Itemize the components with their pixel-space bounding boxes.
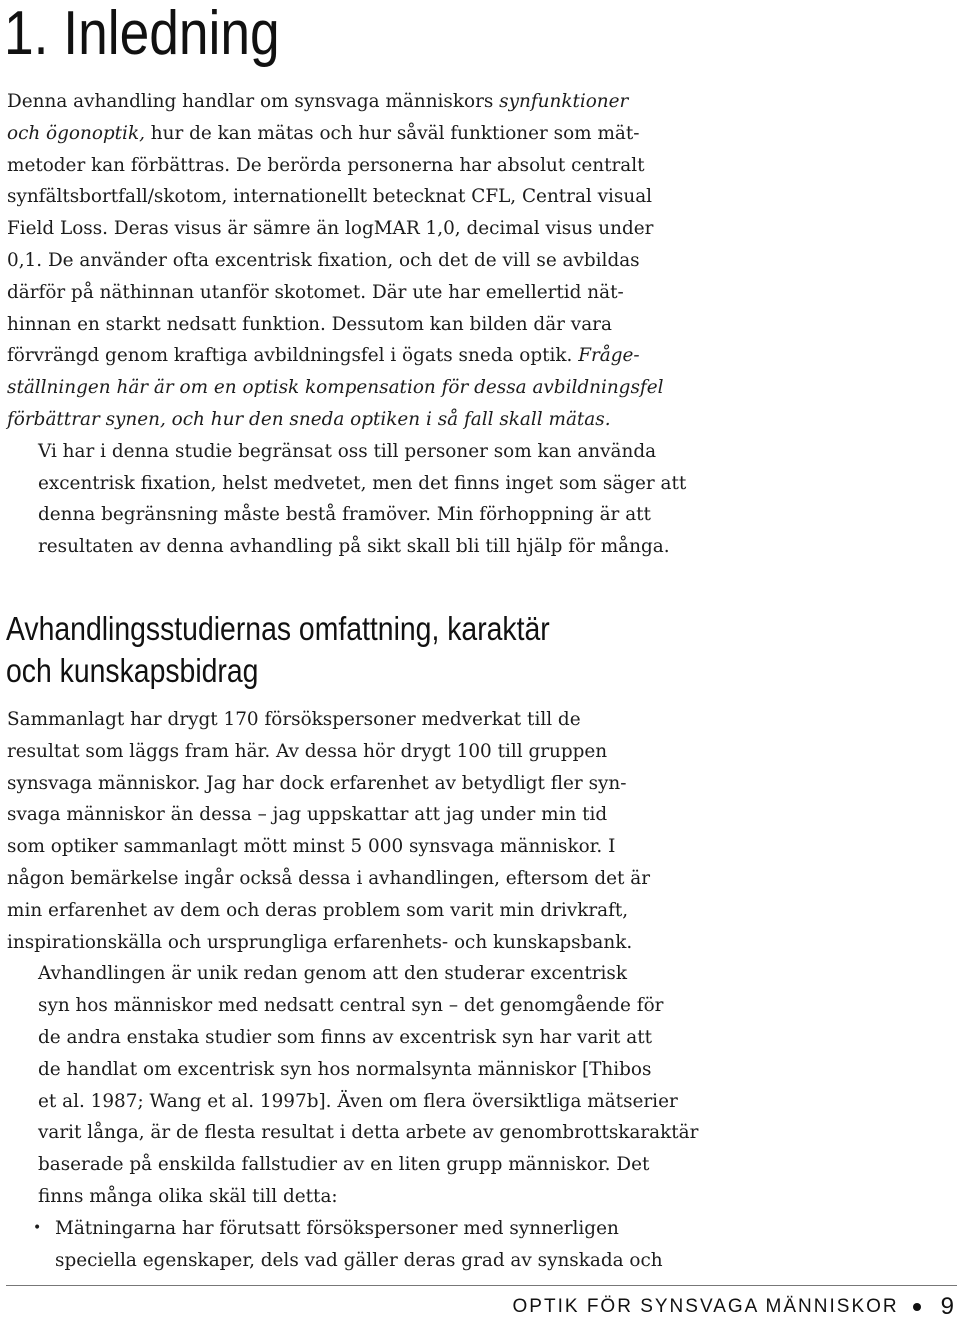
text-line: de handlat om excentrisk syn hos normalsynta människor [Thibos xyxy=(38,1058,652,1080)
text-line: synfältsbortfall/skotom, internationellt betecknat CFL, Central visual xyxy=(7,186,653,208)
heading-line: och kunskapsbidrag xyxy=(6,652,259,689)
heading-line: Avhandlingsstudiernas omfattning, karaktär xyxy=(6,610,550,647)
text-line: de andra enstaka studier som finns av excentrisk syn har varit att xyxy=(38,1026,652,1048)
text-line: inspirationskälla och ursprungliga erfarenhets- och kunskapsbank. xyxy=(7,931,633,953)
bullet-icon: • xyxy=(33,1219,42,1236)
text-line: svaga människor än dessa – jag uppskattar att jag under min tid xyxy=(7,804,608,826)
text-line: syn hos människor med nedsatt central syn – det genomgående för xyxy=(38,995,664,1017)
footer-rule xyxy=(6,1285,957,1286)
intro-paragraph-2 xyxy=(7,436,687,563)
page-footer xyxy=(513,1294,954,1320)
italic-question: Fråge- xyxy=(578,345,640,367)
text-line: finns många olika skäl till detta: xyxy=(38,1185,338,1207)
text-line: som optiker sammanlagt mött minst 5 000 synsvaga människor. I xyxy=(7,836,616,858)
chapter-title: 1. Inledning xyxy=(4,0,280,68)
text-line: denna begränsning måste bestå framöver. Min förhoppning är att xyxy=(38,504,651,526)
text-line: varit långa, är de flesta resultat i detta arbete av genombrottskaraktär xyxy=(38,1122,699,1144)
text-line: hinnan en starkt nedsatt funktion. Dessutom kan bilden där vara xyxy=(7,313,612,335)
text-line: speciella egenskaper, dels vad gäller deras grad av synskada och xyxy=(55,1249,663,1271)
text-line: Denna avhandling handlar om synsvaga människors synfunktioner xyxy=(7,91,629,112)
text-line: et al. 1987; Wang et al. 1997b]. Även om flera översiktliga mätserier xyxy=(38,1090,678,1112)
text-line: min erfarenhet av dem och deras problem som varit min drivkraft, xyxy=(7,899,629,921)
page-number: 9 xyxy=(940,1293,954,1320)
text-line: Sammanlagt har drygt 170 försökspersoner medverkat till de xyxy=(7,709,581,730)
text-line: Avhandlingen är unik redan genom att den studerar excentrisk xyxy=(38,963,628,985)
text-line: excentrisk fixation, helst medvetet, men det finns inget som säger att xyxy=(38,472,687,494)
intro-text xyxy=(7,86,687,563)
text-line: 0,1. De använder ofta excentrisk fixation, och det de vill se avbildas xyxy=(7,249,640,271)
text-line: och ögonoptik, hur de kan mätas och hur såväl funktioner som mät- xyxy=(7,122,640,144)
text-line: Vi har i denna studie begränsat oss till personer som kan använda xyxy=(38,440,657,462)
list-item xyxy=(7,1213,663,1277)
italic-term: synfunktioner xyxy=(499,91,629,112)
text-line: resultaten av denna avhandling på sikt skall bli till hjälp för många. xyxy=(38,536,670,558)
bullet-separator-icon xyxy=(913,1303,921,1311)
text-line: metoder kan förbättras. De berörda personerna har absolut centralt xyxy=(7,154,645,176)
italic-term: och ögonoptik, xyxy=(7,122,145,144)
text-line: någon bemärkelse ingår också dessa i avhandlingen, eftersom det är xyxy=(7,867,650,889)
text-line xyxy=(7,372,664,404)
running-title: OPTIK FÖR SYNSVAGA MÄNNISKOR xyxy=(512,1296,899,1317)
intro-paragraph-1 xyxy=(7,86,664,436)
section-paragraph-2 xyxy=(7,958,699,1212)
section-heading xyxy=(6,608,550,692)
text-line: resultat som läggs fram här. Av dessa hör drygt 100 till gruppen xyxy=(7,740,608,762)
text-line: därför på näthinnan utanför skotomet. Där ute har emellertid nät- xyxy=(7,281,624,303)
section-paragraph-1 xyxy=(7,704,657,958)
text-line: Mätningarna har förutsatt försökspersoner med synnerligen xyxy=(55,1217,619,1239)
bullet-list xyxy=(7,1213,663,1277)
italic-question: förbättrar synen, och hur den sneda optiken i så fall skall mätas. xyxy=(7,408,611,430)
text-line: Field Loss. Deras visus är sämre än logMAR 1,0, decimal visus under xyxy=(7,218,654,240)
italic-question: ställningen här är om en optisk kompensation för dessa avbildningsfel xyxy=(7,377,664,399)
text-line: förvrängd genom kraftiga avbildningsfel i ögats sneda optik. Fråge- xyxy=(7,345,640,367)
section-text xyxy=(7,704,699,1276)
text-line: baserade på enskilda fallstudier av en liten grupp människor. Det xyxy=(38,1154,650,1176)
text-line: synsvaga människor. Jag har dock erfarenhet av betydligt fler syn- xyxy=(7,772,627,794)
text-line xyxy=(7,404,657,436)
